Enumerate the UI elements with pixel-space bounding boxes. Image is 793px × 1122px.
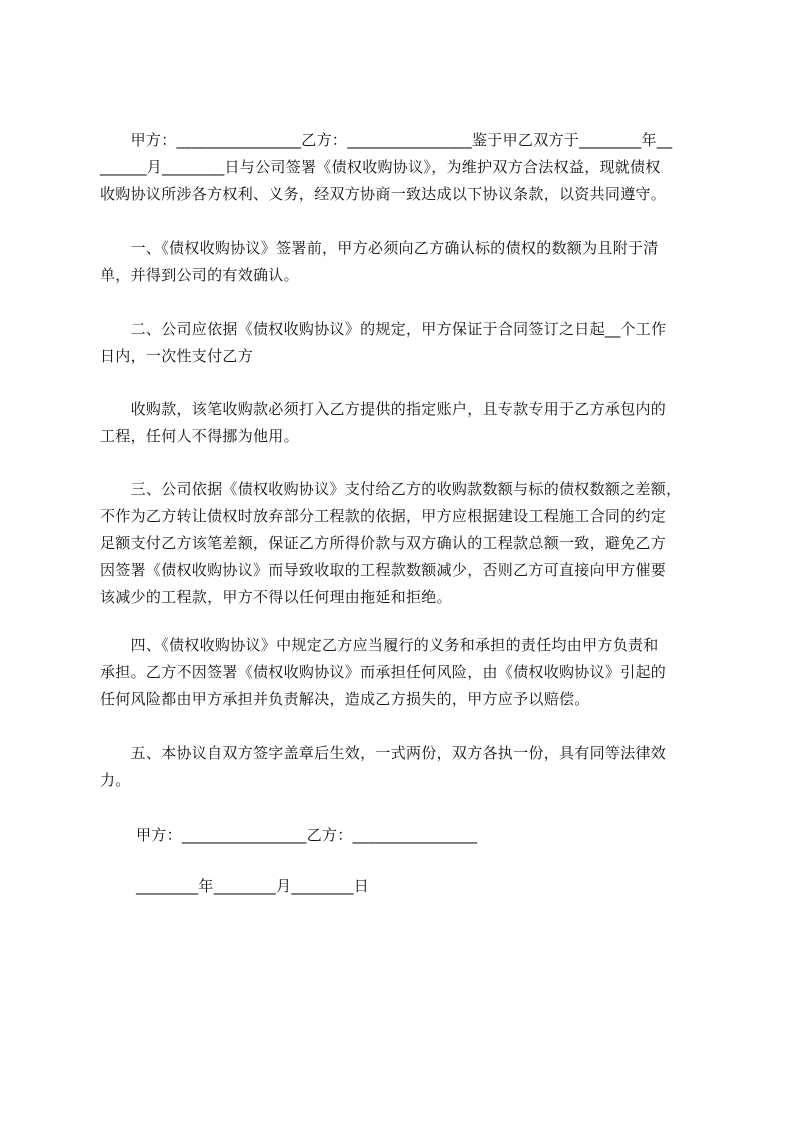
text-line: 足额支付乙方该笔差额，保证乙方所得价款与双方确认的工程款总额一致，避免乙方 (100, 534, 667, 552)
clause-2-continuation (100, 396, 700, 450)
text-line: 三、公司依据《债权收购协议》支付给乙方的收购款数额与标的债权数额之差额， (100, 480, 682, 498)
clause-1-paragraph (100, 235, 700, 289)
text-line: 日内，一次性支付乙方 (100, 347, 254, 365)
text-line: 力。 (100, 771, 131, 789)
text-line: 收购协议所涉各方权利、义务，经双方协商一致达成以下协议条款，以资共同遵守。 (100, 185, 667, 203)
text-line: 因签署《债权收购协议》而导致收取的工程款数额减少，否则乙方可直接向甲方催要 (100, 561, 667, 579)
text-line: 五、本协议自双方签字盖章后生效，一式两份，双方各执一份，具有同等法律效 (100, 744, 667, 762)
text-line: 该减少的工程款，甲方不得以任何理由拖延和拒绝。 (100, 588, 452, 606)
intro-paragraph (100, 127, 700, 208)
text-line: 收购款，该笔收购款必须打入乙方提供的指定账户，且专款专用于乙方承包内的 (100, 400, 667, 418)
signature-date: ________年________月________日 (136, 877, 370, 895)
text-line: 甲方：________________乙方：________________鉴于甲乙双方于________年__ (100, 131, 673, 149)
clause-5-paragraph (100, 740, 700, 794)
text-line: 一、《债权收购协议》签署前，甲方必须向乙方确认标的债权的数额为且附于清 (100, 239, 659, 257)
signature-parties: 甲方：________________乙方：________________ (136, 826, 478, 844)
text-line: 二、公司应依据《债权收购协议》的规定，甲方保证于合同签订之日起__个工作 (100, 320, 667, 338)
text-line: 任何风险都由甲方承担并负责解决，造成乙方损失的，甲方应予以赔偿。 (100, 690, 590, 708)
clause-4-paragraph (100, 632, 700, 713)
clause-2-paragraph (100, 316, 700, 370)
text-line: 承担。乙方不因签署《债权收购协议》而承担任何风险，由《债权收购协议》引起的 (100, 663, 667, 681)
clause-3-paragraph (100, 476, 700, 611)
text-line: ______月________日与公司签署《债权收购协议》，为维护双方合法权益，现就债权 (100, 158, 661, 176)
text-line: 四、《债权收购协议》中规定乙方应当履行的义务和承担的责任均由甲方负责和 (100, 636, 659, 654)
text-line: 单，并得到公司的有效确认。 (100, 266, 299, 284)
text-line: 工程，任何人不得挪为他用。 (100, 427, 299, 445)
text-line: 不作为乙方转让债权时放弃部分工程款的依据，甲方应根据建设工程施工合同的约定 (100, 507, 667, 525)
